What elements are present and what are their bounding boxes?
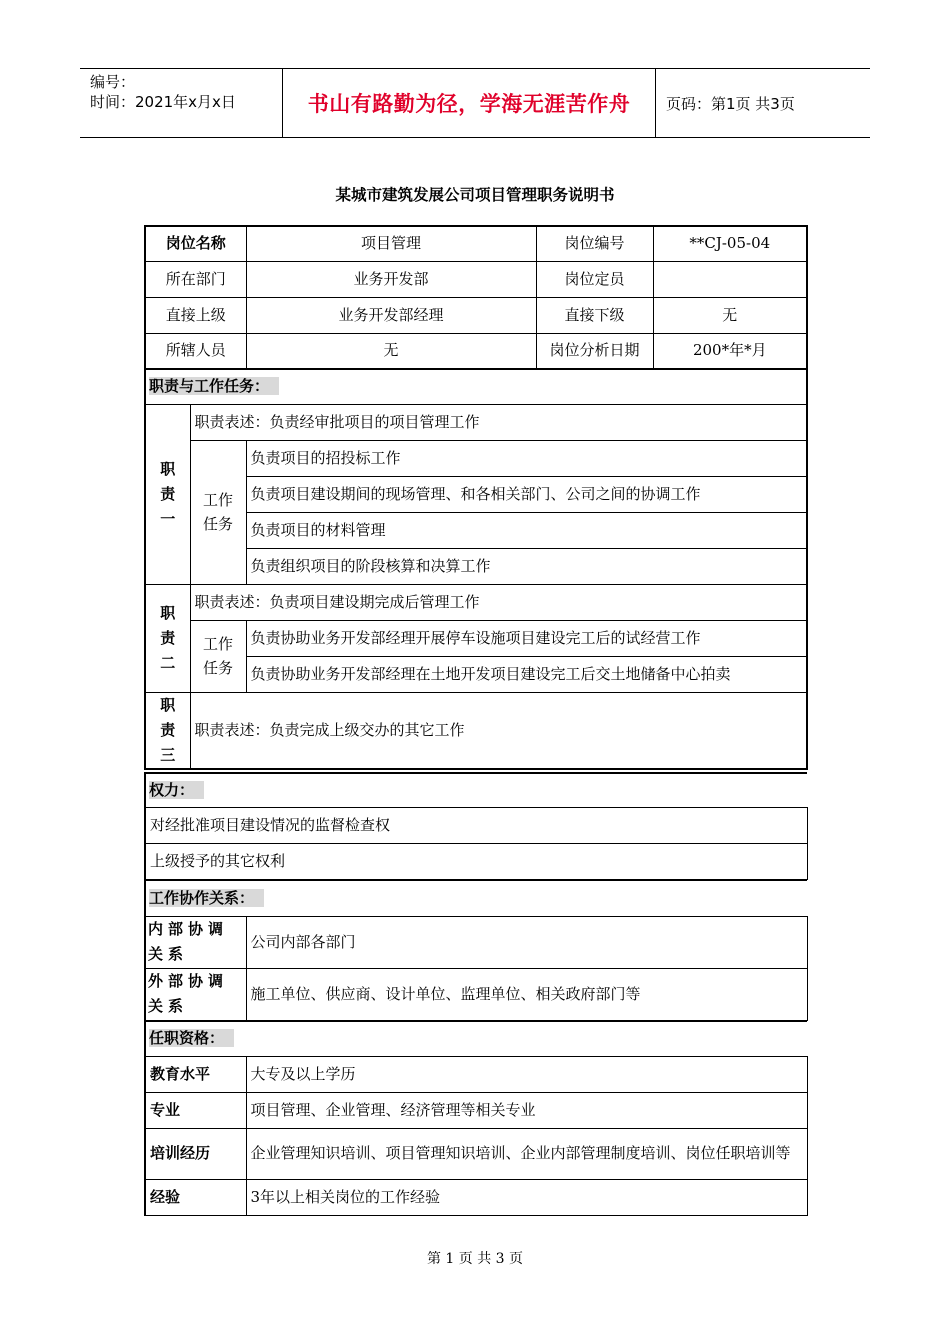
experience-label: 经验 bbox=[145, 1179, 246, 1215]
duty-1-task-1: 负责项目的招投标工作 bbox=[246, 440, 807, 476]
major-value: 项目管理、企业管理、经济管理等相关专业 bbox=[246, 1092, 807, 1128]
table-row bbox=[145, 226, 807, 261]
header-page-info: 页码：第1页 共3页 bbox=[666, 94, 795, 113]
relations-table bbox=[144, 879, 808, 1021]
table-row bbox=[145, 773, 807, 807]
position-name-value: 项目管理 bbox=[246, 226, 536, 261]
table-row bbox=[145, 968, 807, 1020]
analysis-date-label: 岗位分析日期 bbox=[536, 333, 653, 369]
department-label: 所在部门 bbox=[145, 261, 246, 297]
duty-2-statement: 职责表述：负责项目建设期完成后管理工作 bbox=[190, 584, 807, 620]
duties-section-label: 职责与工作任务： bbox=[149, 377, 279, 395]
table-row bbox=[145, 1128, 807, 1179]
internal-relations-value: 公司内部各部门 bbox=[246, 916, 807, 968]
subordinate-value: 无 bbox=[653, 297, 807, 333]
duty-2-work-tasks-label: 工作 任务 bbox=[190, 620, 246, 692]
duty-2-task-2: 负责协助业务开发部经理在土地开发项目建设完工后交土地储备中心拍卖 bbox=[246, 656, 807, 692]
authority-table bbox=[144, 772, 808, 880]
table-row bbox=[145, 369, 807, 404]
position-name-label: 岗位名称 bbox=[145, 226, 246, 261]
document-title: 某城市建筑发展公司项目管理职务说明书 bbox=[335, 186, 615, 204]
position-code-value: **CJ-05-04 bbox=[653, 226, 807, 261]
internal-relations-label: 内部协调关系 bbox=[145, 916, 246, 968]
managed-staff-label: 所辖人员 bbox=[145, 333, 246, 369]
duty-1-label: 职 责 一 bbox=[145, 404, 190, 584]
table-row bbox=[145, 440, 807, 476]
qualifications-table bbox=[144, 1020, 808, 1216]
superior-value: 业务开发部经理 bbox=[246, 297, 536, 333]
department-value: 业务开发部 bbox=[246, 261, 536, 297]
training-label: 培训经历 bbox=[145, 1128, 246, 1179]
duty-2-task-1: 负责协助业务开发部经理开展停车设施项目建设完工后的试经营工作 bbox=[246, 620, 807, 656]
external-relations-value: 施工单位、供应商、设计单位、监理单位、相关政府部门等 bbox=[246, 968, 807, 1020]
table-row bbox=[145, 692, 807, 769]
motto: 书山有路勤为径，学海无涯苦作舟 bbox=[307, 92, 631, 116]
training-value: 企业管理知识培训、项目管理知识培训、企业内部管理制度培训、岗位任职培训等 bbox=[246, 1128, 807, 1179]
table-row bbox=[145, 1056, 807, 1092]
duty-2-label: 职 责 二 bbox=[145, 584, 190, 692]
table-row bbox=[145, 1179, 807, 1215]
duty-1-task-4: 负责组织项目的阶段核算和决算工作 bbox=[246, 548, 807, 584]
page-header bbox=[80, 68, 870, 138]
headcount-value bbox=[653, 261, 807, 297]
external-relations-label: 外部协调关系 bbox=[145, 968, 246, 1020]
job-description-table bbox=[144, 225, 808, 770]
table-row bbox=[145, 1021, 807, 1056]
table-row bbox=[145, 261, 807, 297]
education-value: 大专及以上学历 bbox=[246, 1056, 807, 1092]
experience-value: 3年以上相关岗位的工作经验 bbox=[246, 1179, 807, 1215]
duty-3-statement: 职责表述：负责完成上级交办的其它工作 bbox=[190, 692, 807, 769]
header-motto-cell bbox=[282, 69, 656, 137]
table-row bbox=[145, 333, 807, 369]
table-row bbox=[145, 843, 807, 879]
analysis-date-value: 200*年*月 bbox=[653, 333, 807, 369]
header-right-cell bbox=[656, 69, 870, 137]
duty-1-statement: 职责表述：负责经审批项目的项目管理工作 bbox=[190, 404, 807, 440]
authority-item-1: 对经批准项目建设情况的监督检查权 bbox=[145, 807, 807, 843]
table-row bbox=[145, 297, 807, 333]
authority-section-label: 权力： bbox=[149, 781, 204, 799]
superior-label: 直接上级 bbox=[145, 297, 246, 333]
duty-1-task-2: 负责项目建设期间的现场管理、和各相关部门、公司之间的协调工作 bbox=[246, 476, 807, 512]
page-footer: 第 1 页 共 3 页 bbox=[426, 1251, 524, 1267]
document-date: 时间：2021年x月x日 bbox=[90, 93, 236, 111]
table-row bbox=[145, 1092, 807, 1128]
table-row bbox=[145, 404, 807, 440]
position-code-label: 岗位编号 bbox=[536, 226, 653, 261]
table-row bbox=[145, 880, 807, 916]
relations-section-label: 工作协作关系： bbox=[149, 889, 264, 907]
duty-1-work-tasks-label: 工作 任务 bbox=[190, 440, 246, 584]
qualifications-section-label: 任职资格： bbox=[149, 1029, 234, 1047]
authority-item-2: 上级授予的其它权利 bbox=[145, 843, 807, 879]
duty-1-task-3: 负责项目的材料管理 bbox=[246, 512, 807, 548]
document-number: 编号： bbox=[90, 73, 136, 91]
managed-staff-value: 无 bbox=[246, 333, 536, 369]
headcount-label: 岗位定员 bbox=[536, 261, 653, 297]
education-label: 教育水平 bbox=[145, 1056, 246, 1092]
table-row bbox=[145, 584, 807, 620]
table-row bbox=[145, 916, 807, 968]
major-label: 专业 bbox=[145, 1092, 246, 1128]
header-left-cell bbox=[80, 69, 282, 137]
duty-3-label: 职 责 三 bbox=[145, 692, 190, 769]
table-row bbox=[145, 620, 807, 656]
table-row bbox=[145, 807, 807, 843]
subordinate-label: 直接下级 bbox=[536, 297, 653, 333]
